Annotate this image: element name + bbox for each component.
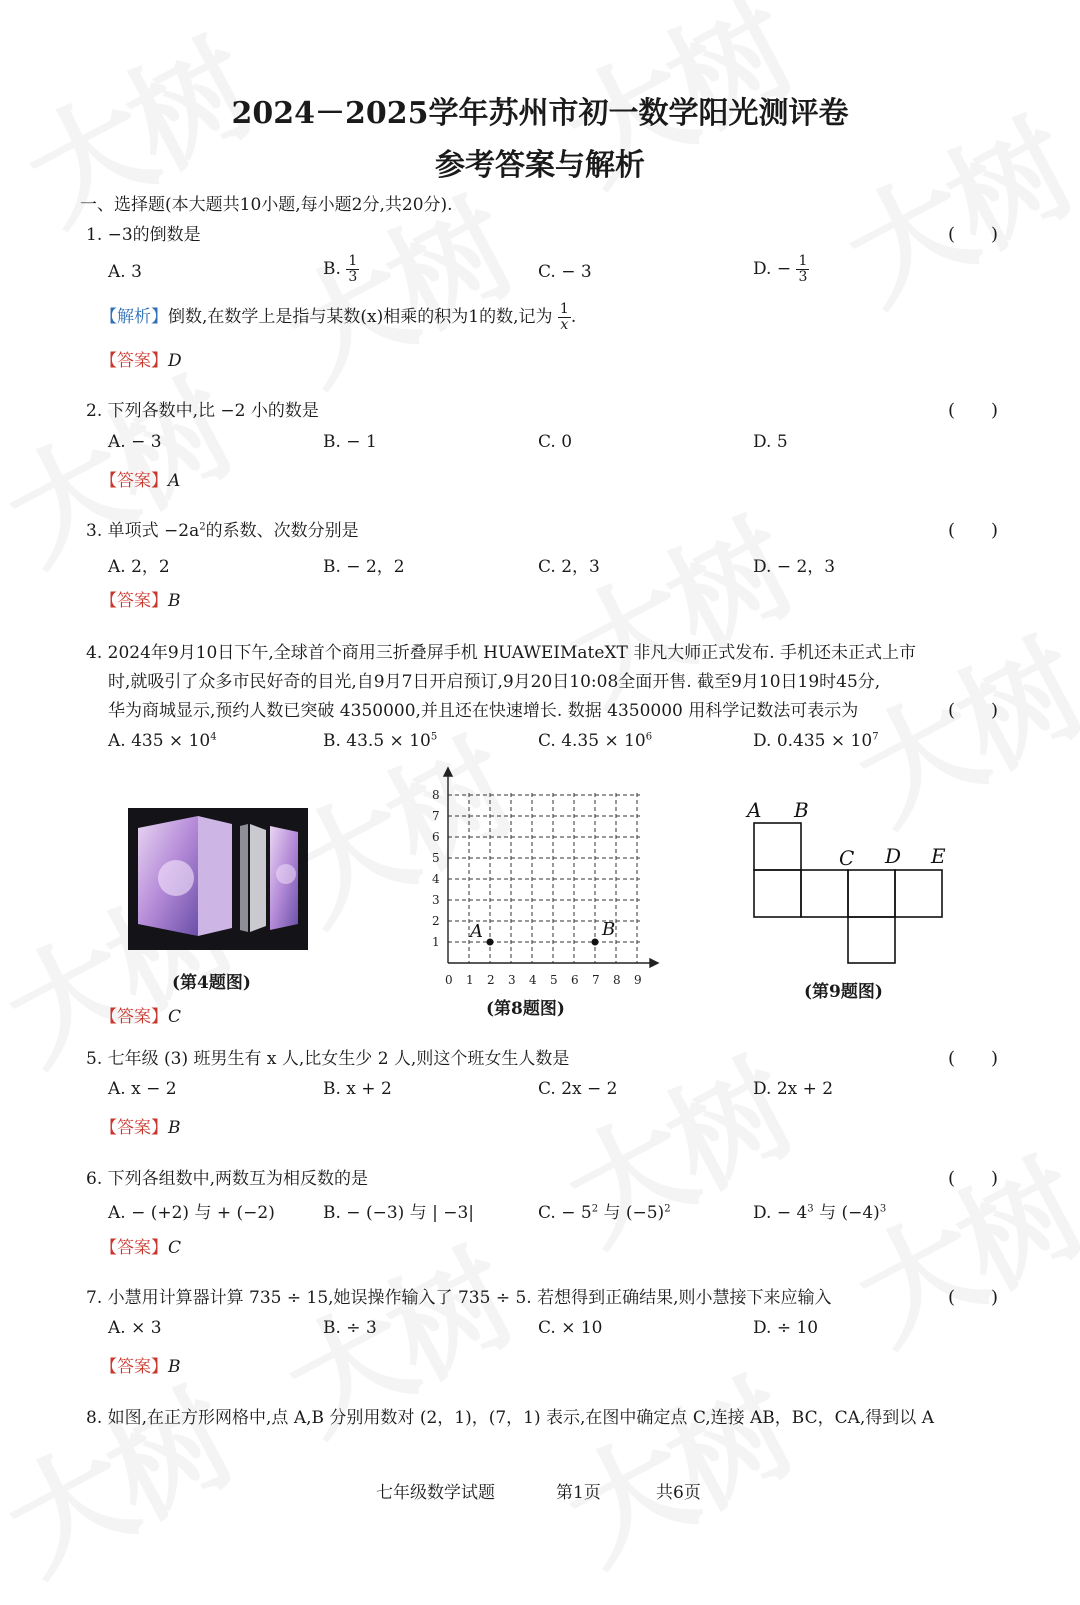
answer-paren: ( ) [947,1048,998,1069]
answer-paren: ( ) [947,224,998,245]
section-heading: 一、选择题(本大题共10小题,每小题2分,共20分). [80,195,453,215]
answer-value: A [168,471,181,491]
answer-label: 【答案】 [100,1118,168,1138]
q1-analysis: 【解析】倒数,在数学上是指与某数(x)相乘的积为1的数,记为 $\frac{1}{x}$ . [100,301,577,333]
q1-option-d-label: D. − [753,259,797,279]
q2-option-a: A. − 3 [108,432,162,452]
watermark [533,1017,815,1276]
q6-answer [100,1233,181,1258]
answer-label: 【答案】 [100,351,168,371]
q2-answer [100,466,180,491]
answer-paren: ( ) [947,1168,998,1189]
q1-option-b [323,254,359,285]
q2-option-c: C. 0 [538,432,573,452]
page-subtitle: 参考答案与解析 [435,148,645,183]
q6-option-d: D. − $4^3$ 与 $(-4)^3$ [753,1203,887,1223]
net-label: D [885,844,902,868]
q2-option-d: D. 5 [753,432,788,452]
q7-option-d: D. ÷ 10 [753,1318,819,1338]
q4-option-a: A. $435 \times 10^4$ [108,731,217,751]
y-tick: 7 [432,809,440,823]
answer-value: B [168,1357,181,1377]
y-tick: 6 [432,830,440,844]
q5-answer [100,1113,181,1138]
footer-page: 第1页 [556,1483,601,1503]
figure-8-caption: (第8题图) [486,999,565,1019]
footer-subject: 七年级数学试题 [376,1483,495,1503]
point-a-label: A [470,921,483,942]
question-3-stem: 3. 单项式 $-2a^2$的系数、次数分别是 [86,521,359,541]
q4-option-d: D. $0.435 \times 10^7$ [753,731,879,751]
y-tick: 2 [432,914,440,928]
x-tick: 3 [508,973,516,987]
analysis-label: 【解析】 [100,307,168,327]
question-8-stem: 8. 如图,在正方形网格中,点 A,B 分别用数对 (2，1)，(7，1) 表示,在图中确定点 C,连接 AB，BC，CA,得到以 A [86,1408,934,1428]
figure-8-grid [418,765,668,990]
answer-label: 【答案】 [100,471,168,491]
footer-total: 共6页 [656,1483,701,1503]
q5-option-b: B. x + 2 [323,1079,392,1099]
net-label: B [794,798,809,822]
net-label: C [839,846,855,870]
q5-option-c: C. 2x − 2 [538,1079,618,1099]
y-tick: 5 [432,851,440,865]
q1-option-c: C. − 3 [538,262,592,282]
q6-option-b: B. − (−3) 与 | −3| [323,1203,474,1223]
q3-option-b: B. − 2，2 [323,557,405,577]
y-tick: 1 [432,935,440,949]
x-tick: 4 [529,973,537,987]
x-tick: 1 [466,973,474,987]
q1-option-b-label: B. [323,259,347,279]
y-tick: 3 [432,893,440,907]
q3-option-c: C. 2，3 [538,557,600,577]
point-b-label: B [602,919,616,940]
answer-value: B [168,1118,181,1138]
question-4-line-3: 华为商城显示,预约人数已突破 4350000,并且还在快速增长. 数据 4350000 用科学记数法可表示为 [108,701,859,721]
q4-answer [100,1002,181,1027]
question-6-stem: 6. 下列各组数中,两数互为相反数的是 [86,1169,369,1189]
x-tick: 6 [571,973,579,987]
answer-paren: ( ) [947,1287,998,1308]
answer-label: 【答案】 [100,1238,168,1258]
q5-option-a: A. x − 2 [108,1079,177,1099]
q7-option-c: C. × 10 [538,1318,603,1338]
question-2-stem: 2. 下列各数中,比 −2 小的数是 [86,401,319,421]
figure-9-caption: (第9题图) [804,982,883,1002]
figure-4-caption: (第4题图) [172,973,251,993]
net-label: E [931,844,946,868]
x-tick: 9 [634,973,642,987]
point-a [487,939,494,946]
answer-value: C [168,1238,182,1258]
figure-9-net [740,795,950,970]
page-title: 2024－2025学年苏州市初一数学阳光测评卷 [231,96,849,131]
y-tick: 4 [432,872,440,886]
answer-paren: ( ) [947,520,998,541]
question-5-stem: 5. 七年级 (3) 班男生有 x 人,比女生少 2 人,则这个班女生人数是 [86,1049,570,1069]
question-1-stem: 1. −3的倒数是 [86,225,201,245]
net-label: A [747,798,762,822]
q7-option-a: A. × 3 [108,1318,162,1338]
watermark [533,1337,815,1596]
answer-paren: ( ) [947,400,998,421]
q1-answer [100,346,182,371]
x-tick: 8 [613,973,621,987]
q5-option-d: D. 2x + 2 [753,1079,834,1099]
point-b [592,939,599,946]
q3-option-a: A. 2，2 [108,557,170,577]
q1-option-d [753,254,809,285]
phone-image [128,808,308,950]
q3-option-d: D. − 2，3 [753,557,836,577]
q4-option-b: B. $43.5 \times 10^5$ [323,731,438,751]
question-4-line-1: 4. 2024年9月10日下午,全球首个商用三折叠屏手机 HUAWEIMateXT 非凡大师正式发布. 手机还未正式上市 [86,643,917,663]
answer-value: C [168,1007,182,1027]
question-7-stem: 7. 小慧用计算器计算 735 ÷ 15,她误操作输入了 735 ÷ 5. 若想得到正确结果,则小慧接下来应输入 [86,1288,832,1308]
answer-label: 【答案】 [100,1357,168,1377]
watermark [0,1347,255,1605]
q1-option-a: A. 3 [108,262,142,282]
q2-option-b: B. − 1 [323,432,377,452]
answer-value: D [168,351,182,371]
watermark [823,1117,1080,1376]
y-tick: 8 [432,788,440,802]
q6-option-c: C. − $5^2$ 与 $(-5)^2$ [538,1203,671,1223]
q6-option-a: A. − (+2) 与 + (−2) [108,1203,275,1223]
answer-value: B [168,591,181,611]
q7-option-b: B. ÷ 3 [323,1318,377,1338]
x-tick: 7 [592,973,600,987]
phone-illustration [128,808,308,950]
fraction: $\frac{1}{x}$ [559,301,569,333]
x-tick: 0 [445,973,453,987]
fraction: $\frac{1}{3}$ [798,253,808,285]
x-tick: 5 [550,973,558,987]
q7-answer [100,1352,181,1377]
fraction: $\frac{1}{3}$ [348,253,358,285]
x-tick: 2 [487,973,495,987]
q4-option-c: C. $4.35 \times 10^6$ [538,731,653,751]
q3-answer [100,586,181,611]
answer-label: 【答案】 [100,591,168,611]
question-4-line-2: 时,就吸引了众多市民好奇的目光,自9月7日开启预订,9月20日10:08全面开售. 截至9月10日19时45分, [108,672,881,692]
answer-paren: ( ) [947,700,998,721]
analysis-text: 倒数,在数学上是指与某数(x)相乘的积为1的数,记为 [168,307,553,327]
answer-label: 【答案】 [100,1007,168,1027]
